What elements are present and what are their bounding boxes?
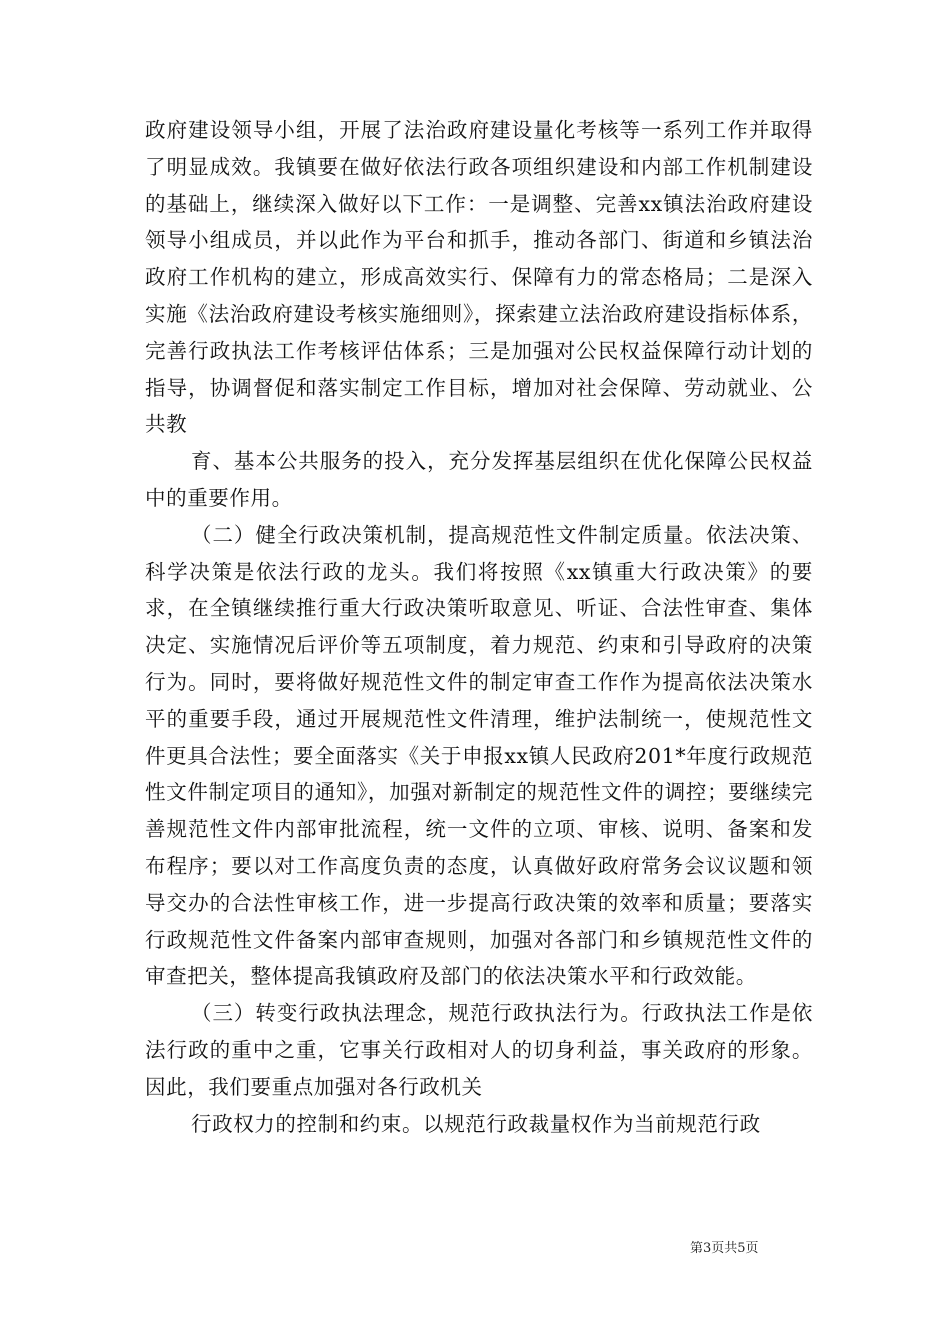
paragraph-continuation: 政府建设领导小组，开展了法治政府建设量化考核等一系列工作并取得了明显成效。我镇要在做好依法行政各项组织建设和内部工作机制建设的基础上，继续深入做好以下工作：一是调整、完善xx镇法治政府建设领导小组成员，并以此作为平台和抓手，推动各部门、街道和乡镇法治政府工作机构的建立，形成高效实行、保障有力的常态格局；二是深入实施《法治政府建设考核实施细则》，探索建立法治政府建设指标体系，完善行政执法工作考核评估体系；三是加强对公民权益保障行动计划的指导，协调督促和落实制定工作目标，增加对社会保障、劳动就业、公共教 bbox=[145, 118, 813, 437]
page-number: 第3页共5页 bbox=[690, 1241, 759, 1256]
paragraph-section-three: （三）转变行政执法理念，规范行政执法行为。行政执法工作是依法行政的重中之重，它事关行政相对人的切身利益，事关政府的形象。因此，我们要重点加强对各行政机关 bbox=[145, 1001, 813, 1099]
document-body bbox=[145, 112, 813, 1142]
paragraph-section-two: （二）健全行政决策机制，提高规范性文件制定质量。依法决策、科学决策是依法行政的龙头。我们将按照《xx镇重大行政决策》的要求，在全镇继续推行重大行政决策听取意见、听证、合法性审查、集体决定、实施情况后评价等五项制度，着力规范、约束和引导政府的决策行为。同时，要将做好规范性文件的制定审查工作作为提高依法决策水平的重要手段，通过开展规范性文件清理，维护法制统一，使规范性文件更具合法性；要全面落实《关于申报xx镇人民政府201*年度行政规范性文件制定项目的通知》，加强对新制定的规范性文件的调控；要继续完善规范性文件内部审批流程，统一文件的立项、审核、说明、备案和发布程序；要以对工作高度负责的态度，认真做好政府常务会议议题和领导交办的合法性审核工作，进一步提高行政决策的效率和质量；要落实行政规范性文件备案内部审查规则，加强对各部门和乡镇规范性文件的审查把关，整体提高我镇政府及部门的依法决策水平和行政效能。 bbox=[145, 522, 813, 989]
paragraph-section-three-continued: 行政权力的控制和约束。以规范行政裁量权作为当前规范行政 bbox=[191, 1111, 761, 1136]
paragraph-continuation-tail: 育、基本公共服务的投入，充分发挥基层组织在优化保障公民权益中的重要作用。 bbox=[145, 449, 813, 510]
